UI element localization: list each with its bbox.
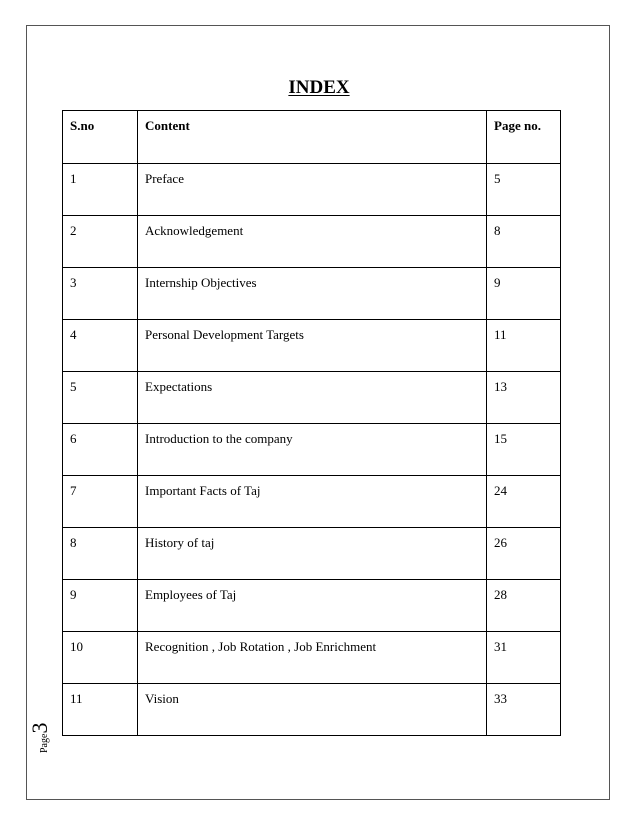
- table-row: [63, 424, 561, 476]
- cell-content: Vision: [138, 684, 487, 736]
- page-footer: [27, 703, 52, 753]
- table-row: [63, 164, 561, 216]
- cell-content: Preface: [138, 164, 487, 216]
- cell-page: 33: [487, 684, 561, 736]
- table-row: [63, 632, 561, 684]
- cell-sno: 8: [63, 528, 138, 580]
- cell-sno: 11: [63, 684, 138, 736]
- table-row: [63, 320, 561, 372]
- cell-page: 31: [487, 632, 561, 684]
- table-row: [63, 684, 561, 736]
- cell-sno: 4: [63, 320, 138, 372]
- cell-page: 13: [487, 372, 561, 424]
- title-text: INDEX: [288, 77, 350, 98]
- page-title: [0, 76, 638, 100]
- table-row: [63, 580, 561, 632]
- cell-content: Recognition , Job Rotation , Job Enrichment: [138, 632, 487, 684]
- cell-sno: 2: [63, 216, 138, 268]
- cell-page: 24: [487, 476, 561, 528]
- table-row: [63, 216, 561, 268]
- cell-page: 15: [487, 424, 561, 476]
- cell-content: Personal Development Targets: [138, 320, 487, 372]
- cell-page: 9: [487, 268, 561, 320]
- cell-page: 26: [487, 528, 561, 580]
- cell-content: Important Facts of Taj: [138, 476, 487, 528]
- cell-content: Employees of Taj: [138, 580, 487, 632]
- header-row: [63, 111, 561, 164]
- table-row: [63, 528, 561, 580]
- header-sno: S.no: [63, 111, 138, 164]
- cell-sno: 9: [63, 580, 138, 632]
- cell-content: Internship Objectives: [138, 268, 487, 320]
- cell-sno: 5: [63, 372, 138, 424]
- table-row: [63, 476, 561, 528]
- page-word: Page: [39, 733, 50, 753]
- table-row: [63, 372, 561, 424]
- cell-page: 8: [487, 216, 561, 268]
- cell-content: Acknowledgement: [138, 216, 487, 268]
- page-number-label: [29, 723, 52, 753]
- cell-content: Expectations: [138, 372, 487, 424]
- cell-content: History of taj: [138, 528, 487, 580]
- page-number: 3: [27, 722, 52, 734]
- cell-sno: 3: [63, 268, 138, 320]
- cell-page: 5: [487, 164, 561, 216]
- header-content: Content: [138, 111, 487, 164]
- table-row: [63, 268, 561, 320]
- cell-sno: 7: [63, 476, 138, 528]
- cell-sno: 6: [63, 424, 138, 476]
- cell-page: 11: [487, 320, 561, 372]
- header-page: Page no.: [487, 111, 561, 164]
- index-table: [62, 110, 561, 736]
- cell-sno: 10: [63, 632, 138, 684]
- cell-page: 28: [487, 580, 561, 632]
- cell-sno: 1: [63, 164, 138, 216]
- cell-content: Introduction to the company: [138, 424, 487, 476]
